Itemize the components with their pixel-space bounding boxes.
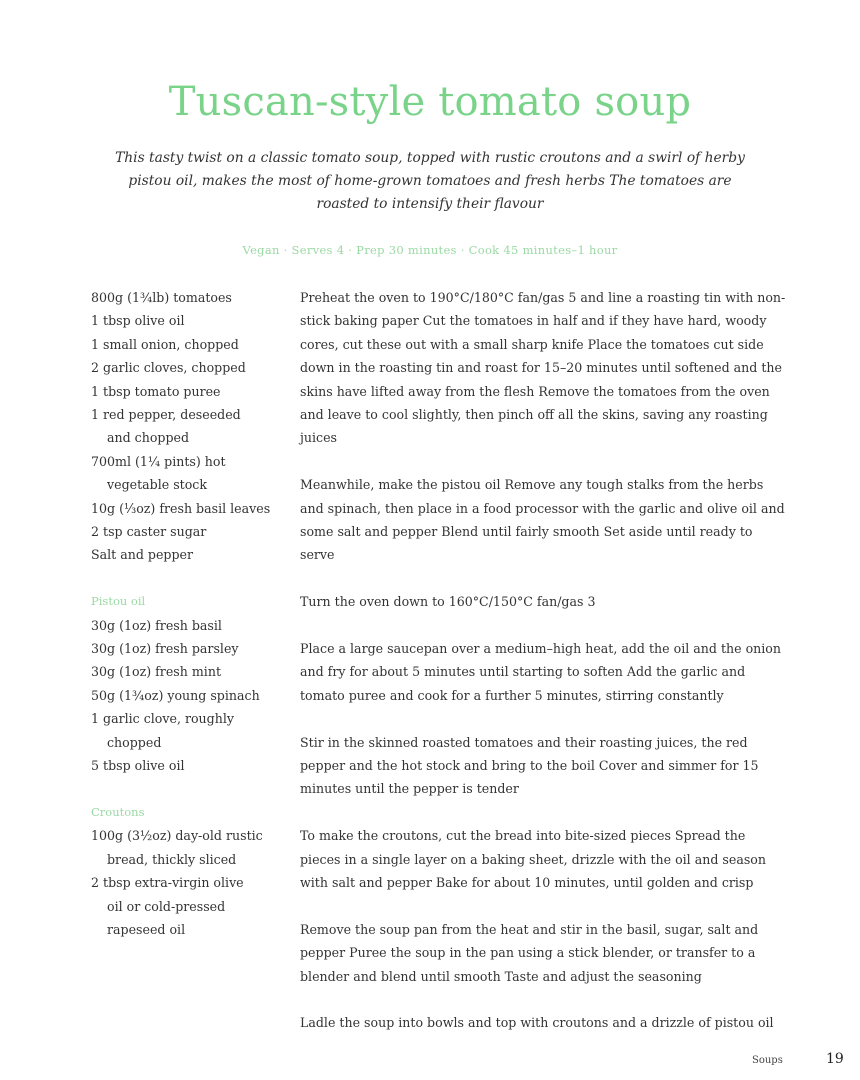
method-step: To make the croutons, cut the bread into bite-sized pieces Spread the pieces in a single layer on a baking sheet, drizzle with the oil and season with salt and pepper Bake for about 10 minutes, until golden and crisp [300, 828, 766, 891]
ingredient-item: 100g (3½oz) day-old rustic bread, thickly sliced [91, 828, 263, 867]
pistou-heading: Pistou oil [91, 594, 146, 609]
ingredient-item: 2 tbsp extra-virgin olive oil or cold-pressed rapeseed oil [91, 875, 244, 937]
recipe-meta: Vegan · Serves 4 · Prep 30 minutes · Cook 45 minutes–1 hour [242, 243, 618, 257]
method-step: Preheat the oven to 190°C/180°C fan/gas 5 and line a roasting tin with non-stick baking paper Cut the tomatoes in half and if they have hard, woody cores, cut these out with a small sharp knife Place the tomatoes cut side down in the roasting tin and roast for 15–20 minutes until softened and the skins have lifted away from the flesh Remove the tomatoes from the oven and leave to cool slightly, then pinch off all the skins, saving any roasting juices [300, 290, 786, 446]
method-step: Meanwhile, make the pistou oil Remove any tough stalks from the herbs and spinach, then place in a food processor with the garlic and olive oil and some salt and pepper Blend until fairly smooth Set aside until ready to serve [300, 477, 785, 563]
method-step: Stir in the skinned roasted tomatoes and their roasting juices, the red pepper and the hot stock and bring to the boil Cover and simmer for 15 minutes until the pepper is tender [300, 734, 759, 797]
recipe-intro: This tasty twist on a classic tomato soup, topped with rustic croutons and a swirl of herby pistou oil, makes the most of home-grown tomatoes and fresh herbs The tomatoes are roasted to intensify their flavour [115, 150, 745, 212]
ingredient-item: 30g (1oz) fresh parsley [91, 641, 239, 657]
page-number: 19 [826, 1051, 844, 1067]
ingredient-item: 30g (1oz) fresh mint [91, 664, 222, 680]
method-column [300, 286, 786, 1058]
ingredient-item: 2 tsp caster sugar [91, 524, 207, 540]
ingredients-column [91, 286, 281, 941]
ingredient-item: 30g (1oz) fresh basil [91, 617, 222, 633]
ingredient-item: Salt and pepper [91, 547, 194, 563]
footer-section-label: Soups [752, 1055, 783, 1066]
ingredient-item: 1 tbsp olive oil [91, 313, 185, 329]
croutons-heading: Croutons [91, 804, 145, 819]
ingredient-item: 5 tbsp olive oil [91, 758, 185, 774]
ingredient-item: 50g (1¾oz) young spinach [91, 687, 260, 703]
ingredient-item: 2 garlic cloves, chopped [91, 360, 246, 376]
method-step: Remove the soup pan from the heat and stir in the basil, sugar, salt and pepper Puree the soup in the pan using a stick blender, or transfer to a blender and blend until smooth Taste and adjust the seasoning [300, 921, 759, 984]
ingredient-item: 1 tbsp tomato puree [91, 383, 221, 399]
ingredients-croutons-list [91, 824, 281, 941]
ingredients-pistou-list [91, 614, 281, 778]
recipe-title: Tuscan-style tomato soup [168, 79, 692, 125]
method-step: Turn the oven down to 160°C/150°C fan/gas 3 [300, 594, 596, 610]
ingredient-item: 10g (⅓oz) fresh basil leaves [91, 500, 271, 516]
ingredient-item: 800g (1¾lb) tomatoes [91, 290, 232, 305]
method-step: Place a large saucepan over a medium–high heat, add the oil and the onion and fry for about 5 minutes until starting to soften Add the garlic and tomato puree and cook for a further 5 minutes, stirring constantly [300, 641, 781, 703]
method-step: Ladle the soup into bowls and top with croutons and a drizzle of pistou oil [300, 1015, 774, 1031]
ingredient-item: 1 garlic clove, roughly chopped [91, 711, 234, 750]
ingredients-main-list [91, 286, 281, 567]
ingredient-item: 700ml (1¼ pints) hot vegetable stock [91, 453, 226, 493]
ingredient-item: 1 small onion, chopped [91, 336, 239, 352]
ingredient-item: 1 red pepper, deseeded and chopped [91, 407, 241, 446]
